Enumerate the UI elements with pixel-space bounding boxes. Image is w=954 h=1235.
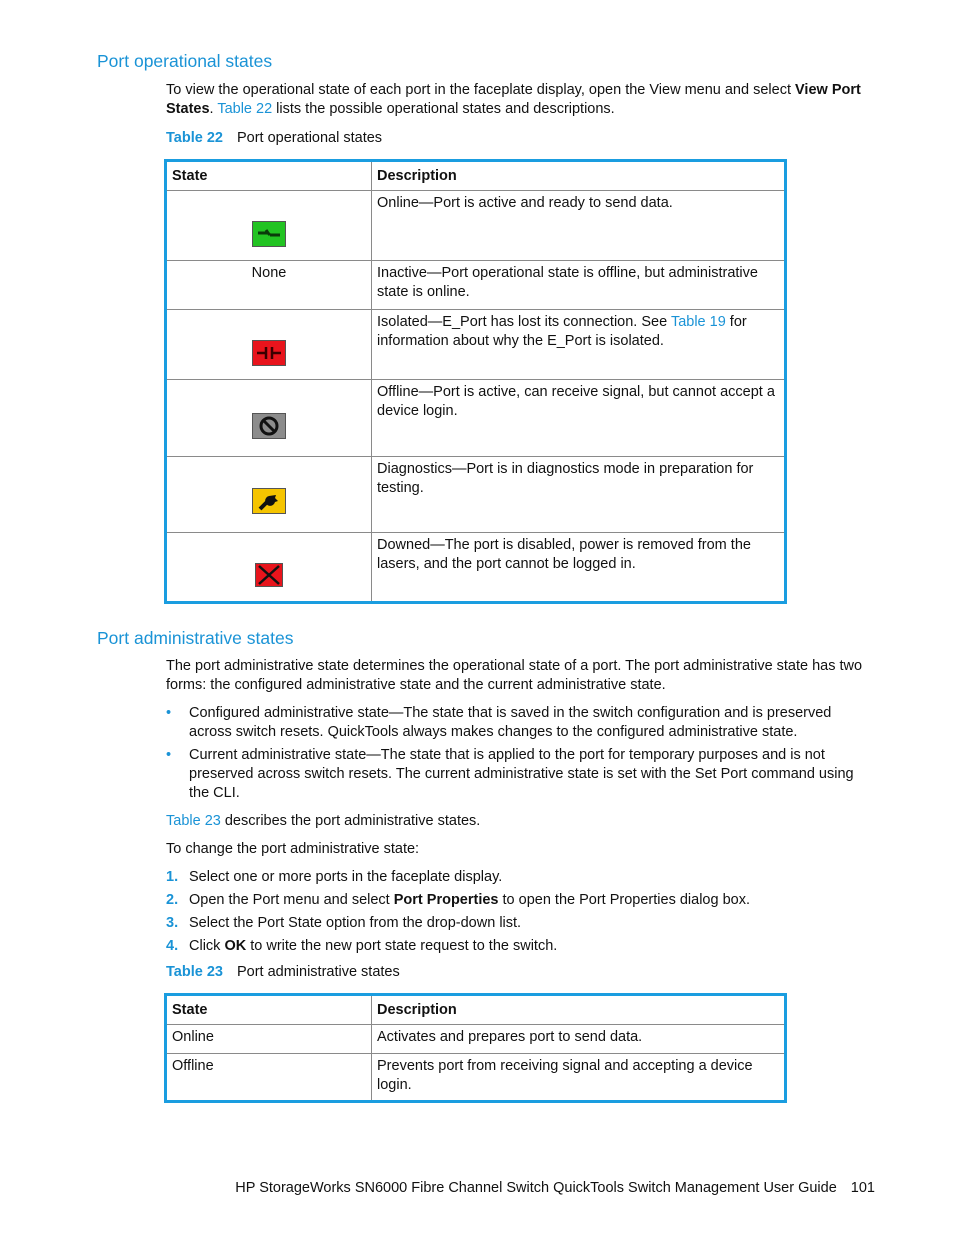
- caption-number: Table 22: [166, 130, 223, 146]
- step-number: 1.: [166, 869, 179, 885]
- bullet-icon: •: [166, 705, 172, 721]
- table-row: [166, 457, 786, 533]
- caption-number: Table 23: [166, 964, 223, 980]
- desc-cell: [372, 310, 786, 380]
- administrative-intro: The port administrative state determines the operational state of a port. The port administrative state has two forms: the configured administrative state and the current administrative state.: [166, 658, 863, 693]
- state-cell: Online: [166, 1025, 372, 1054]
- desc-cell: Activates and prepares port to send data.: [372, 1025, 786, 1054]
- ref-text: describes the port administrative states.: [220, 813, 481, 829]
- table-row: [166, 380, 786, 457]
- isolated-red-icon: [252, 340, 286, 366]
- table-row: [166, 533, 786, 603]
- col-state-header: State: [166, 995, 372, 1025]
- section-heading-administrative: Port administrative states: [97, 628, 294, 648]
- list-item: [166, 868, 866, 887]
- table-row: [166, 1025, 786, 1054]
- table-header-row: [166, 995, 786, 1025]
- state-cell: [166, 310, 372, 380]
- ok-label: OK: [224, 938, 247, 954]
- table-row: [166, 261, 786, 310]
- operational-states-table: [164, 159, 787, 604]
- intro-text: .: [209, 101, 218, 117]
- state-cell: Offline: [166, 1054, 372, 1102]
- step-text: to write the new port state request to the switch.: [246, 938, 558, 954]
- step-number: 2.: [166, 892, 179, 908]
- list-item: [166, 914, 866, 933]
- col-description-header: Description: [372, 995, 786, 1025]
- desc-cell: Inactive—Port operational state is offline, but administrative state is online.: [372, 261, 786, 310]
- bullet-text: Configured administrative state—The state that is saved in the switch configuration and is preserved across switch resets. QuickTools always makes changes to the configured administrative state.: [189, 705, 832, 740]
- table-row: [166, 191, 786, 261]
- list-item: [166, 891, 866, 910]
- desc-cell: Prevents port from receiving signal and accepting a device login.: [372, 1054, 786, 1102]
- port-properties-label: Port Properties: [393, 892, 499, 908]
- table-row: [166, 310, 786, 380]
- state-cell: None: [166, 261, 372, 310]
- desc-cell: Online—Port is active and ready to send data.: [372, 191, 786, 261]
- diagnostics-wrench-icon: [252, 488, 286, 514]
- table-23-caption: [166, 964, 400, 980]
- downed-x-icon: [255, 563, 283, 587]
- step-text: Click: [189, 938, 225, 954]
- change-state-steps: [166, 868, 866, 960]
- table-19-link[interactable]: Table 19: [670, 314, 726, 330]
- intro-text: To view the operational state of each port in the faceplate display, open the View menu and select: [166, 82, 796, 98]
- step-number: 4.: [166, 938, 179, 954]
- section-heading-operational: Port operational states: [97, 51, 273, 71]
- step-number: 3.: [166, 915, 179, 931]
- footer-title: HP StorageWorks SN6000 Fibre Channel Switch QuickTools Switch Management User Guide: [235, 1180, 837, 1196]
- caption-text: Port administrative states: [236, 964, 400, 980]
- online-green-icon: [252, 221, 286, 247]
- state-cell: [166, 380, 372, 457]
- view-port-states-label: View Port States: [166, 82, 861, 117]
- administrative-states-table: [164, 993, 787, 1103]
- operational-intro: [166, 81, 866, 119]
- state-cell: [166, 457, 372, 533]
- table-23-reference: [166, 812, 866, 831]
- list-item: [166, 704, 866, 742]
- list-item: [166, 746, 866, 803]
- table-23-link[interactable]: Table 23: [166, 813, 221, 829]
- table-row: [166, 1054, 786, 1102]
- page-footer: [235, 1180, 875, 1196]
- offline-prohibit-icon: [252, 413, 286, 439]
- page-number: 101: [850, 1180, 875, 1196]
- intro-text: lists the possible operational states and descriptions.: [272, 101, 615, 117]
- table-22-caption: [166, 130, 382, 146]
- change-state-intro: To change the port administrative state:: [166, 841, 420, 857]
- desc-text: for information about why the E_Port is isolated.: [377, 314, 747, 349]
- desc-cell: Diagnostics—Port is in diagnostics mode in preparation for testing.: [372, 457, 786, 533]
- step-text: to open the Port Properties dialog box.: [498, 892, 750, 908]
- step-text: Select the Port State option from the drop-down list.: [189, 915, 522, 931]
- caption-text: Port operational states: [236, 130, 383, 146]
- administrative-bullets: [166, 704, 866, 807]
- step-text: Open the Port menu and select: [189, 892, 394, 908]
- bullet-text: Current administrative state—The state that is applied to the port for temporary purposes and is not preserved across switch resets. The current administrative state is set with the Set Port command using the CLI.: [189, 747, 854, 801]
- desc-text: Isolated—E_Port has lost its connection. See: [377, 314, 671, 330]
- desc-cell: Offline—Port is active, can receive signal, but cannot accept a device login.: [372, 380, 786, 457]
- list-item: [166, 937, 866, 956]
- desc-cell: Downed—The port is disabled, power is removed from the lasers, and the port cannot be logged in.: [372, 533, 786, 603]
- col-state-header: State: [166, 161, 372, 191]
- step-text: Select one or more ports in the faceplate display.: [189, 869, 503, 885]
- state-cell: [166, 191, 372, 261]
- table-22-link[interactable]: Table 22: [217, 101, 273, 117]
- state-cell: [166, 533, 372, 603]
- col-description-header: Description: [372, 161, 786, 191]
- bullet-icon: •: [166, 747, 172, 763]
- table-header-row: [166, 161, 786, 191]
